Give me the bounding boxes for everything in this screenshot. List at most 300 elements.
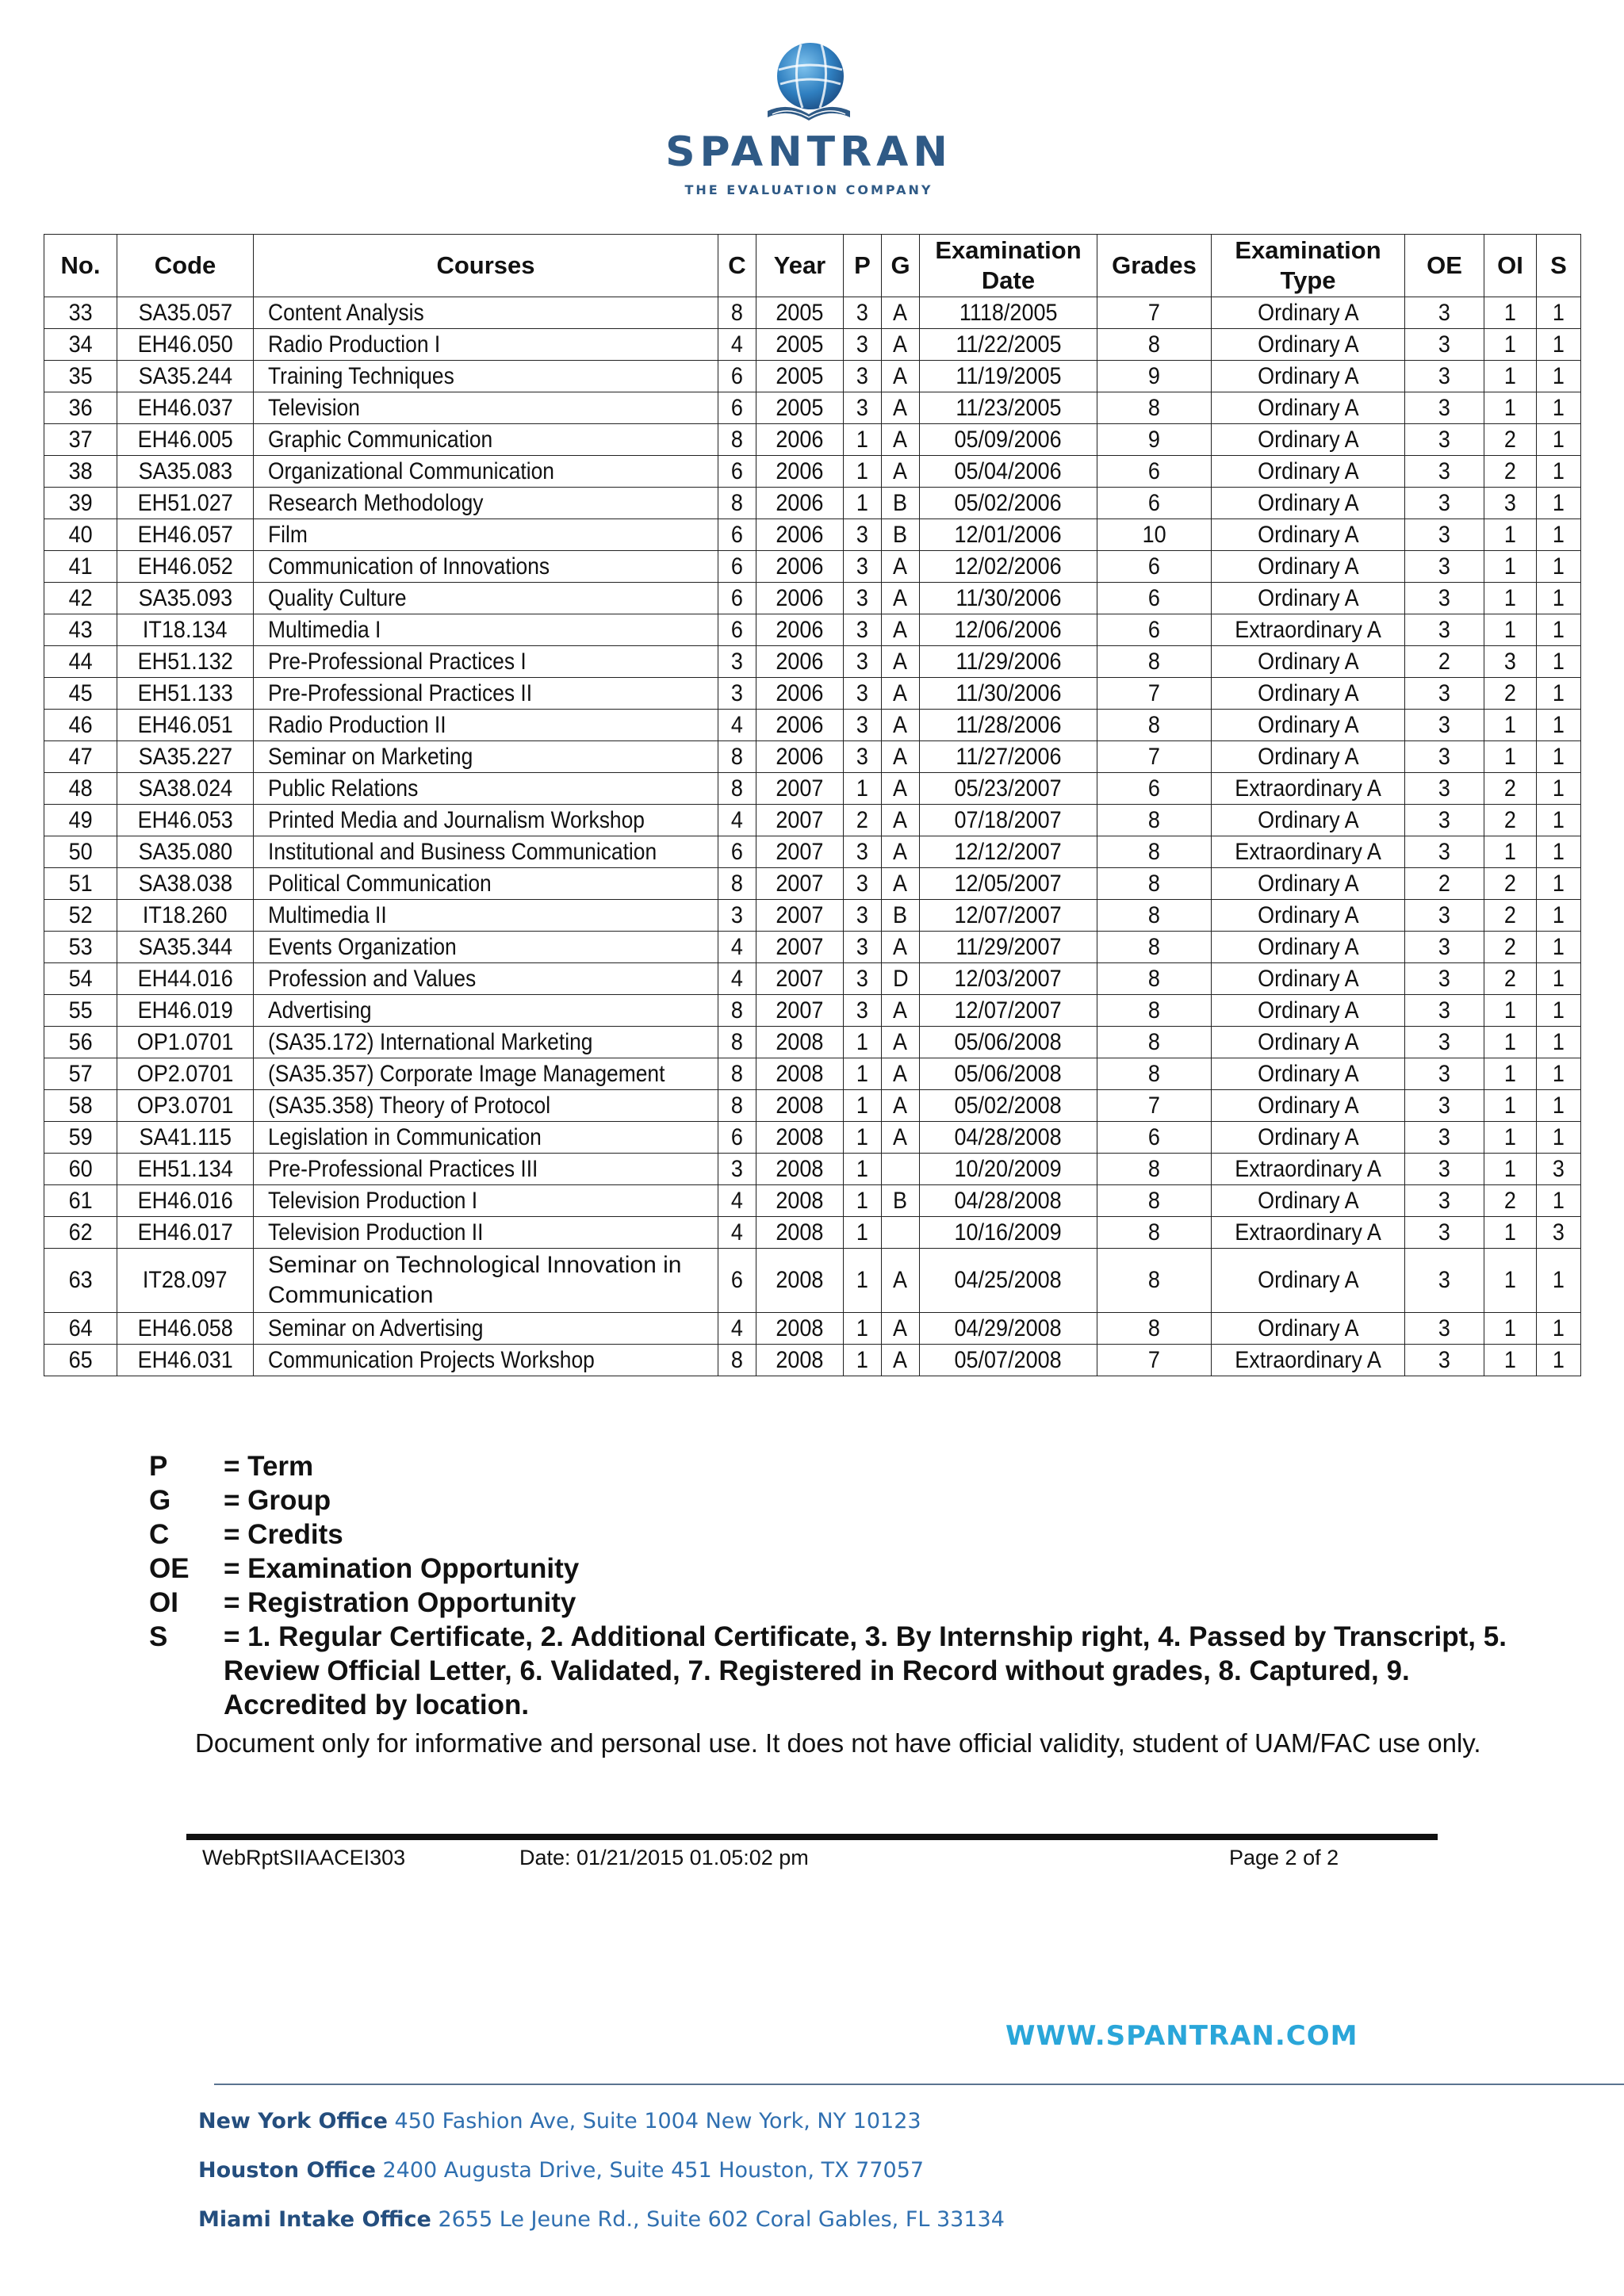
year-text: 2006 — [776, 679, 824, 706]
exam-type-cell — [1212, 900, 1405, 932]
status-code-text: 1 — [1552, 901, 1565, 928]
exam-type-cell — [1212, 456, 1405, 488]
page-number: Page 2 of 2 — [1229, 1846, 1339, 1869]
exam-date-text: 04/25/2008 — [954, 1267, 1063, 1293]
status-code-text: 1 — [1552, 1314, 1565, 1341]
exam-type-cell — [1212, 329, 1405, 361]
year-cell — [756, 710, 844, 741]
exam-type-cell — [1212, 963, 1405, 995]
year-cell — [756, 1027, 844, 1058]
course-code-text: EH46.031 — [137, 1346, 233, 1373]
exam-type-cell — [1212, 583, 1405, 614]
exam-date-text: 11/29/2006 — [955, 648, 1062, 675]
row-no-cell — [44, 678, 117, 710]
course-name-text: Pre-Professional Practices III — [268, 1155, 538, 1182]
group-cell — [882, 1185, 920, 1217]
col-header-no: No. — [44, 235, 117, 297]
exam-opportunity-cell — [1405, 456, 1484, 488]
course-code-cell — [117, 836, 254, 868]
registration-opportunity-text: 1 — [1503, 1219, 1517, 1246]
registration-opportunity-text: 1 — [1503, 553, 1517, 580]
group-text: B — [893, 489, 908, 516]
footer-divider — [186, 1834, 1438, 1840]
status-code-text: 1 — [1552, 1092, 1565, 1119]
course-name-cell — [254, 1345, 718, 1376]
term-text: 3 — [856, 584, 869, 611]
term-text: 1 — [856, 489, 869, 516]
credits-cell — [718, 805, 756, 836]
term-cell — [844, 678, 882, 710]
exam-opportunity-cell — [1405, 1345, 1484, 1376]
grade-text: 8 — [1147, 870, 1161, 897]
term-text: 1 — [856, 1092, 869, 1119]
registration-opportunity-text: 1 — [1503, 299, 1517, 326]
group-text: A — [893, 331, 908, 358]
registration-opportunity-cell — [1484, 836, 1537, 868]
status-code-text: 1 — [1552, 679, 1565, 706]
course-name-cell — [254, 1217, 718, 1249]
grade-text: 7 — [1147, 1092, 1161, 1119]
credits-text: 4 — [730, 1187, 744, 1214]
exam-opportunity-text: 3 — [1438, 1187, 1451, 1214]
row-no-cell — [44, 805, 117, 836]
group-cell — [882, 741, 920, 773]
exam-type-text: Extraordinary A — [1235, 775, 1381, 802]
row-no-cell — [44, 392, 117, 424]
term-cell — [844, 1154, 882, 1185]
row-no-text: 50 — [68, 838, 93, 865]
term-cell — [844, 583, 882, 614]
term-cell — [844, 773, 882, 805]
term-cell — [844, 900, 882, 932]
credits-text: 3 — [730, 679, 744, 706]
legend-item — [149, 1483, 1545, 1517]
course-name-text: Research Methodology — [268, 489, 484, 516]
registration-opportunity-cell — [1484, 297, 1537, 329]
status-code-text: 1 — [1552, 933, 1565, 960]
year-cell — [756, 583, 844, 614]
group-cell — [882, 1249, 920, 1313]
course-code-text: IT18.134 — [143, 616, 228, 643]
exam-type-cell — [1212, 1090, 1405, 1122]
course-name-text: Profession and Values — [268, 965, 477, 992]
status-code-cell — [1537, 646, 1581, 678]
grade-cell — [1097, 1345, 1212, 1376]
course-code-text: EH51.132 — [137, 648, 233, 675]
year-text: 2007 — [776, 838, 824, 865]
group-cell — [882, 646, 920, 678]
course-name-text: Graphic Communication — [268, 426, 493, 453]
row-no-cell — [44, 519, 117, 551]
course-code-text: EH46.051 — [137, 711, 233, 738]
course-code-cell — [117, 900, 254, 932]
term-text: 1 — [856, 775, 869, 802]
exam-date-text: 05/07/2008 — [954, 1346, 1063, 1373]
grade-text: 8 — [1147, 838, 1161, 865]
table-row — [44, 1249, 1581, 1313]
exam-opportunity-cell — [1405, 1058, 1484, 1090]
grade-cell — [1097, 551, 1212, 583]
term-text: 3 — [856, 711, 869, 738]
registration-opportunity-text: 1 — [1503, 1314, 1517, 1341]
legend-key: C — [149, 1519, 170, 1550]
grade-text: 8 — [1147, 394, 1161, 421]
grade-cell — [1097, 1249, 1212, 1313]
course-name-cell — [254, 1313, 718, 1345]
term-text: 1 — [856, 426, 869, 453]
course-code-cell — [117, 1345, 254, 1376]
term-cell — [844, 456, 882, 488]
exam-date-text: 1118/2005 — [959, 299, 1058, 326]
row-no-cell — [44, 1090, 117, 1122]
exam-type-cell — [1212, 1313, 1405, 1345]
registration-opportunity-text: 1 — [1503, 997, 1517, 1024]
registration-opportunity-text: 1 — [1503, 584, 1517, 611]
credits-text: 3 — [730, 1155, 744, 1182]
year-cell — [756, 900, 844, 932]
year-text: 2005 — [776, 394, 824, 421]
table-row — [44, 773, 1581, 805]
exam-opportunity-cell — [1405, 361, 1484, 392]
credits-cell — [718, 1090, 756, 1122]
exam-opportunity-text: 3 — [1438, 553, 1451, 580]
status-code-text: 1 — [1552, 426, 1565, 453]
credits-cell — [718, 836, 756, 868]
registration-opportunity-cell — [1484, 805, 1537, 836]
row-no-text: 63 — [68, 1267, 93, 1293]
status-code-text: 1 — [1552, 394, 1565, 421]
course-code-text: EH51.027 — [137, 489, 233, 516]
group-cell — [882, 1345, 920, 1376]
exam-date-text: 05/02/2008 — [954, 1092, 1063, 1119]
exam-date-text: 11/28/2006 — [955, 711, 1062, 738]
exam-type-text: Ordinary A — [1257, 1267, 1359, 1293]
status-code-cell — [1537, 1122, 1581, 1154]
row-no-text: 51 — [68, 870, 93, 897]
exam-opportunity-text: 3 — [1438, 1346, 1451, 1373]
exam-date-cell — [920, 488, 1097, 519]
term-cell — [844, 1090, 882, 1122]
exam-type-text: Ordinary A — [1257, 457, 1359, 484]
row-no-cell — [44, 551, 117, 583]
exam-date-cell — [920, 805, 1097, 836]
exam-opportunity-cell — [1405, 836, 1484, 868]
col-header-exam-date: Examination Date — [920, 235, 1097, 297]
term-text: 3 — [856, 331, 869, 358]
registration-opportunity-cell — [1484, 583, 1537, 614]
exam-opportunity-text: 3 — [1438, 806, 1451, 833]
table-row — [44, 1027, 1581, 1058]
credits-text: 8 — [730, 299, 744, 326]
course-name-cell — [254, 456, 718, 488]
course-code-cell — [117, 678, 254, 710]
legend-item — [149, 1552, 1545, 1586]
table-row — [44, 868, 1581, 900]
term-text: 3 — [856, 997, 869, 1024]
registration-opportunity-cell — [1484, 551, 1537, 583]
report-date: Date: 01/21/2015 01.05:02 pm — [519, 1846, 809, 1869]
exam-type-text: Ordinary A — [1257, 331, 1359, 358]
exam-type-text: Extraordinary A — [1235, 1219, 1381, 1246]
term-cell — [844, 868, 882, 900]
grade-cell — [1097, 773, 1212, 805]
grade-text: 8 — [1147, 1267, 1161, 1293]
year-text: 2005 — [776, 362, 824, 389]
exam-opportunity-cell — [1405, 1313, 1484, 1345]
table-row — [44, 614, 1581, 646]
group-text: A — [893, 394, 908, 421]
grade-cell — [1097, 1058, 1212, 1090]
course-code-text: EH46.016 — [137, 1187, 233, 1214]
exam-date-cell — [920, 551, 1097, 583]
exam-date-cell — [920, 1345, 1097, 1376]
table-row — [44, 329, 1581, 361]
registration-opportunity-cell — [1484, 519, 1537, 551]
status-code-text: 1 — [1552, 806, 1565, 833]
grade-text: 8 — [1147, 1060, 1161, 1087]
term-cell — [844, 551, 882, 583]
exam-opportunity-text: 3 — [1438, 775, 1451, 802]
exam-opportunity-text: 3 — [1438, 616, 1451, 643]
row-no-text: 34 — [68, 331, 93, 358]
year-cell — [756, 392, 844, 424]
status-code-text: 1 — [1552, 1060, 1565, 1087]
group-cell — [882, 773, 920, 805]
course-name-text: Multimedia I — [268, 616, 381, 643]
credits-cell — [718, 1122, 756, 1154]
credits-text: 8 — [730, 1060, 744, 1087]
legend-item — [149, 1517, 1545, 1552]
group-cell — [882, 361, 920, 392]
row-no-cell — [44, 963, 117, 995]
group-text: A — [893, 1123, 908, 1150]
row-no-cell — [44, 741, 117, 773]
abbreviation-legend — [149, 1449, 1545, 1722]
course-code-cell — [117, 741, 254, 773]
table-row — [44, 1122, 1581, 1154]
registration-opportunity-cell — [1484, 614, 1537, 646]
registration-opportunity-text: 1 — [1503, 1060, 1517, 1087]
course-name-text: Seminar on Marketing — [268, 743, 473, 770]
course-name-text: Film — [268, 521, 308, 548]
course-name-cell — [254, 488, 718, 519]
exam-date-cell — [920, 1090, 1097, 1122]
credits-text: 8 — [730, 1092, 744, 1119]
credits-text: 4 — [730, 331, 744, 358]
status-code-cell — [1537, 900, 1581, 932]
term-text: 1 — [856, 1028, 869, 1055]
exam-date-text: 12/06/2006 — [954, 616, 1063, 643]
year-text: 2007 — [776, 933, 824, 960]
registration-opportunity-cell — [1484, 329, 1537, 361]
term-cell — [844, 392, 882, 424]
course-name-cell — [254, 551, 718, 583]
registration-opportunity-text: 1 — [1503, 1092, 1517, 1119]
row-no-text: 48 — [68, 775, 93, 802]
course-code-cell — [117, 1217, 254, 1249]
course-code-cell — [117, 551, 254, 583]
grade-cell — [1097, 805, 1212, 836]
exam-opportunity-cell — [1405, 1249, 1484, 1313]
table-row — [44, 963, 1581, 995]
grade-text: 7 — [1147, 743, 1161, 770]
credits-cell — [718, 932, 756, 963]
term-cell — [844, 995, 882, 1027]
row-no-cell — [44, 1122, 117, 1154]
course-name-cell — [254, 1185, 718, 1217]
group-cell — [882, 1217, 920, 1249]
status-code-text: 3 — [1552, 1219, 1565, 1246]
year-text: 2007 — [776, 965, 824, 992]
credits-text: 8 — [730, 775, 744, 802]
row-no-cell — [44, 329, 117, 361]
term-cell — [844, 932, 882, 963]
credits-cell — [718, 1027, 756, 1058]
exam-type-cell — [1212, 1058, 1405, 1090]
course-code-cell — [117, 361, 254, 392]
registration-opportunity-cell — [1484, 488, 1537, 519]
course-name-cell — [254, 836, 718, 868]
credits-cell — [718, 361, 756, 392]
registration-opportunity-text: 2 — [1503, 901, 1517, 928]
course-name-text: Communication Projects Workshop — [268, 1346, 595, 1373]
course-code-text: EH46.050 — [137, 331, 233, 358]
year-cell — [756, 995, 844, 1027]
status-code-cell — [1537, 392, 1581, 424]
table-row — [44, 805, 1581, 836]
term-text: 3 — [856, 901, 869, 928]
row-no-cell — [44, 297, 117, 329]
credits-text: 8 — [730, 426, 744, 453]
status-code-cell — [1537, 488, 1581, 519]
course-name-cell — [254, 1154, 718, 1185]
exam-type-cell — [1212, 1185, 1405, 1217]
row-no-text: 37 — [68, 426, 93, 453]
course-code-cell — [117, 519, 254, 551]
status-code-cell — [1537, 519, 1581, 551]
group-cell — [882, 583, 920, 614]
credits-text: 4 — [730, 1314, 744, 1341]
year-text: 2006 — [776, 743, 824, 770]
term-cell — [844, 614, 882, 646]
exam-date-cell — [920, 583, 1097, 614]
course-code-text: SA35.344 — [138, 933, 232, 960]
credits-cell — [718, 424, 756, 456]
year-cell — [756, 1122, 844, 1154]
credits-text: 6 — [730, 457, 744, 484]
course-name-text: Events Organization — [268, 933, 457, 960]
course-name-text: Pre-Professional Practices II — [268, 679, 533, 706]
registration-opportunity-text: 2 — [1503, 965, 1517, 992]
course-code-cell — [117, 1027, 254, 1058]
group-text: A — [893, 1060, 908, 1087]
course-code-text: OP3.0701 — [136, 1092, 234, 1119]
status-code-cell — [1537, 1185, 1581, 1217]
term-text: 3 — [856, 933, 869, 960]
grade-text: 6 — [1147, 775, 1161, 802]
group-text: A — [893, 553, 908, 580]
office-label: Houston Office — [198, 2158, 376, 2183]
group-cell — [882, 868, 920, 900]
year-cell — [756, 297, 844, 329]
term-text: 3 — [856, 362, 869, 389]
grade-text: 8 — [1147, 933, 1161, 960]
grade-text: 8 — [1147, 331, 1161, 358]
grade-text: 8 — [1147, 711, 1161, 738]
course-name-text: Seminar on Technological Innovation in Communication — [268, 1252, 682, 1308]
course-code-cell — [117, 932, 254, 963]
group-cell — [882, 1058, 920, 1090]
credits-cell — [718, 519, 756, 551]
group-cell — [882, 805, 920, 836]
term-text: 3 — [856, 870, 869, 897]
term-text: 1 — [856, 1123, 869, 1150]
exam-type-text: Ordinary A — [1257, 1028, 1359, 1055]
credits-text: 6 — [730, 553, 744, 580]
col-header-term: P — [844, 235, 882, 297]
table-row — [44, 488, 1581, 519]
row-no-text: 59 — [68, 1123, 93, 1150]
course-code-cell — [117, 1122, 254, 1154]
term-cell — [844, 361, 882, 392]
exam-date-cell — [920, 424, 1097, 456]
term-text: 2 — [856, 806, 869, 833]
course-name-cell — [254, 1249, 718, 1313]
grades-table-body — [44, 297, 1581, 1376]
exam-type-text: Extraordinary A — [1235, 1155, 1381, 1182]
course-name-text: Printed Media and Journalism Workshop — [268, 806, 645, 833]
grade-cell — [1097, 583, 1212, 614]
term-cell — [844, 488, 882, 519]
credits-text: 3 — [730, 901, 744, 928]
exam-opportunity-text: 3 — [1438, 457, 1451, 484]
year-text: 2006 — [776, 711, 824, 738]
status-code-text: 1 — [1552, 711, 1565, 738]
course-name-cell — [254, 424, 718, 456]
legend-key: S — [149, 1621, 168, 1652]
registration-opportunity-cell — [1484, 1345, 1537, 1376]
group-cell — [882, 900, 920, 932]
course-name-cell — [254, 932, 718, 963]
course-name-text: Multimedia II — [268, 901, 387, 928]
table-row — [44, 297, 1581, 329]
course-code-cell — [117, 488, 254, 519]
exam-type-cell — [1212, 488, 1405, 519]
grade-cell — [1097, 646, 1212, 678]
registration-opportunity-text: 3 — [1503, 489, 1517, 516]
course-name-cell — [254, 519, 718, 551]
exam-opportunity-cell — [1405, 963, 1484, 995]
course-name-cell — [254, 805, 718, 836]
exam-opportunity-text: 3 — [1438, 679, 1451, 706]
exam-opportunity-cell — [1405, 1154, 1484, 1185]
status-code-text: 1 — [1552, 584, 1565, 611]
legend-value: = Term — [224, 1451, 314, 1482]
term-cell — [844, 1345, 882, 1376]
table-row — [44, 741, 1581, 773]
table-row — [44, 392, 1581, 424]
status-code-text: 1 — [1552, 553, 1565, 580]
table-row — [44, 1217, 1581, 1249]
course-code-cell — [117, 456, 254, 488]
course-code-text: EH51.134 — [137, 1155, 233, 1182]
col-header-code: Code — [117, 235, 254, 297]
course-code-cell — [117, 963, 254, 995]
exam-opportunity-text: 3 — [1438, 489, 1451, 516]
row-no-cell — [44, 488, 117, 519]
status-code-cell — [1537, 456, 1581, 488]
exam-date-cell — [920, 678, 1097, 710]
